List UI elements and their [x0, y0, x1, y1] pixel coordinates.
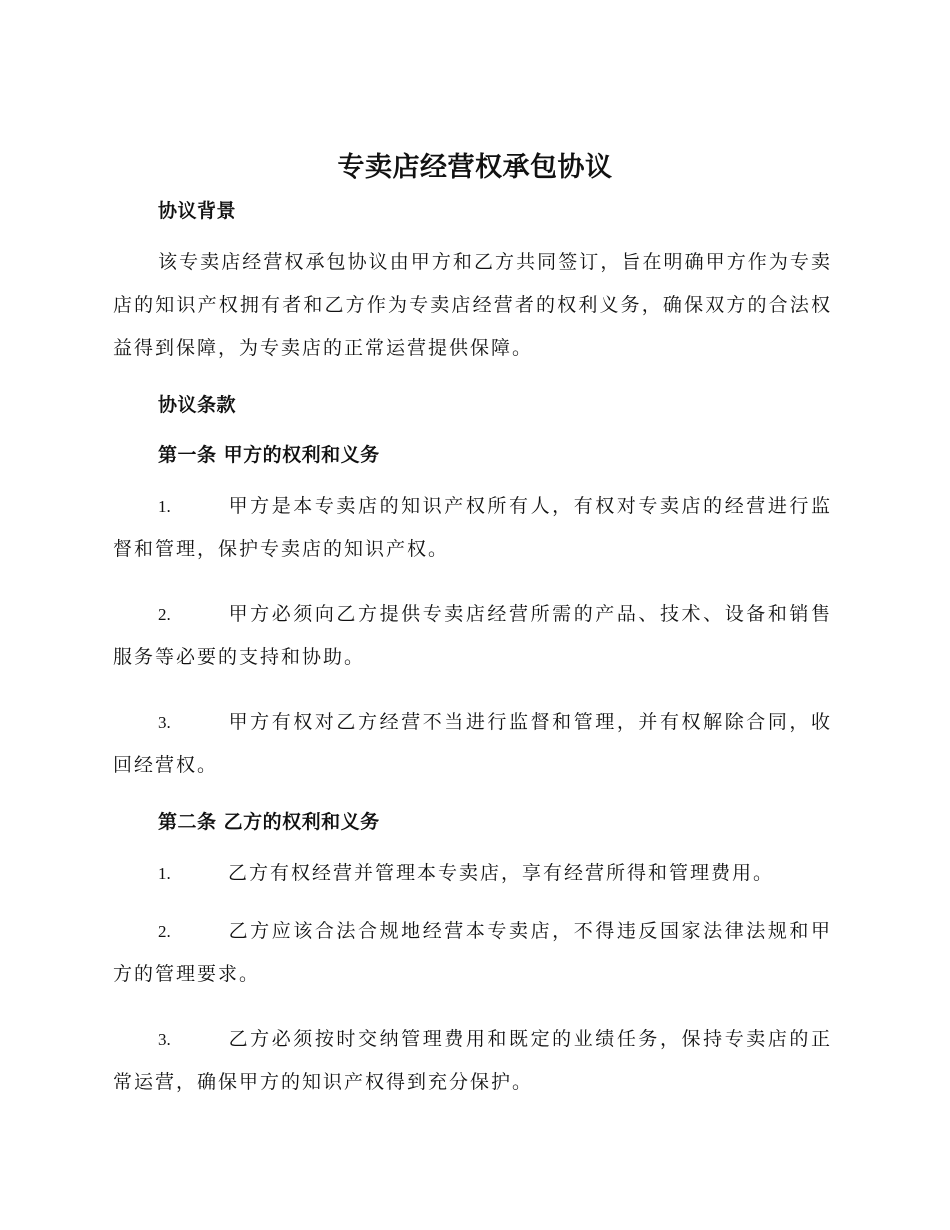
- item-text: 乙方应该合法合规地经营本专卖店，不得违反国家法律法规和甲方的管理要求。: [113, 920, 832, 985]
- article-1-item-1: [113, 485, 832, 571]
- article-1-item-3: [113, 701, 832, 787]
- item-number: 1.: [158, 864, 171, 883]
- item-number: 3.: [158, 713, 171, 732]
- item-number: 1.: [158, 497, 171, 516]
- section-heading-terms: 协议条款: [158, 394, 237, 416]
- item-number: 2.: [158, 922, 171, 941]
- section-heading-background: 协议背景: [158, 200, 237, 222]
- item-number: 3.: [158, 1030, 171, 1049]
- item-number: 2.: [158, 605, 171, 624]
- document-title: 专卖店经营权承包协议: [337, 152, 613, 183]
- article-2-heading: 第二条 乙方的权利和义务: [158, 811, 380, 833]
- article-1-item-2: [113, 593, 832, 679]
- article-2-item-3: [113, 1018, 832, 1104]
- article-2-item-1: [113, 852, 832, 895]
- document-body: [113, 196, 832, 1104]
- item-text: 甲方必须向乙方提供专卖店经营所需的产品、技术、设备和销售服务等必要的支持和协助。: [113, 603, 832, 668]
- item-text: 乙方有权经营并管理本专卖店，享有经营所得和管理费用。: [228, 862, 775, 884]
- item-text: 甲方有权对乙方经营不当进行监督和管理，并有权解除合同，收回经营权。: [113, 711, 832, 776]
- background-paragraph: 该专卖店经营权承包协议由甲方和乙方共同签订，旨在明确甲方作为专卖店的知识产权拥有者和乙方作为专卖店经营者的权利义务，确保双方的合法权益得到保障，为专卖店的正常运营提供保障。: [113, 251, 832, 359]
- item-text: 乙方必须按时交纳管理费用和既定的业绩任务，保持专卖店的正常运营，确保甲方的知识产权得到充分保护。: [113, 1028, 832, 1093]
- article-1-heading: 第一条 甲方的权利和义务: [158, 444, 380, 466]
- item-text: 甲方是本专卖店的知识产权所有人，有权对专卖店的经营进行监督和管理，保护专卖店的知识产权。: [113, 495, 832, 560]
- article-2-item-2: [113, 910, 832, 996]
